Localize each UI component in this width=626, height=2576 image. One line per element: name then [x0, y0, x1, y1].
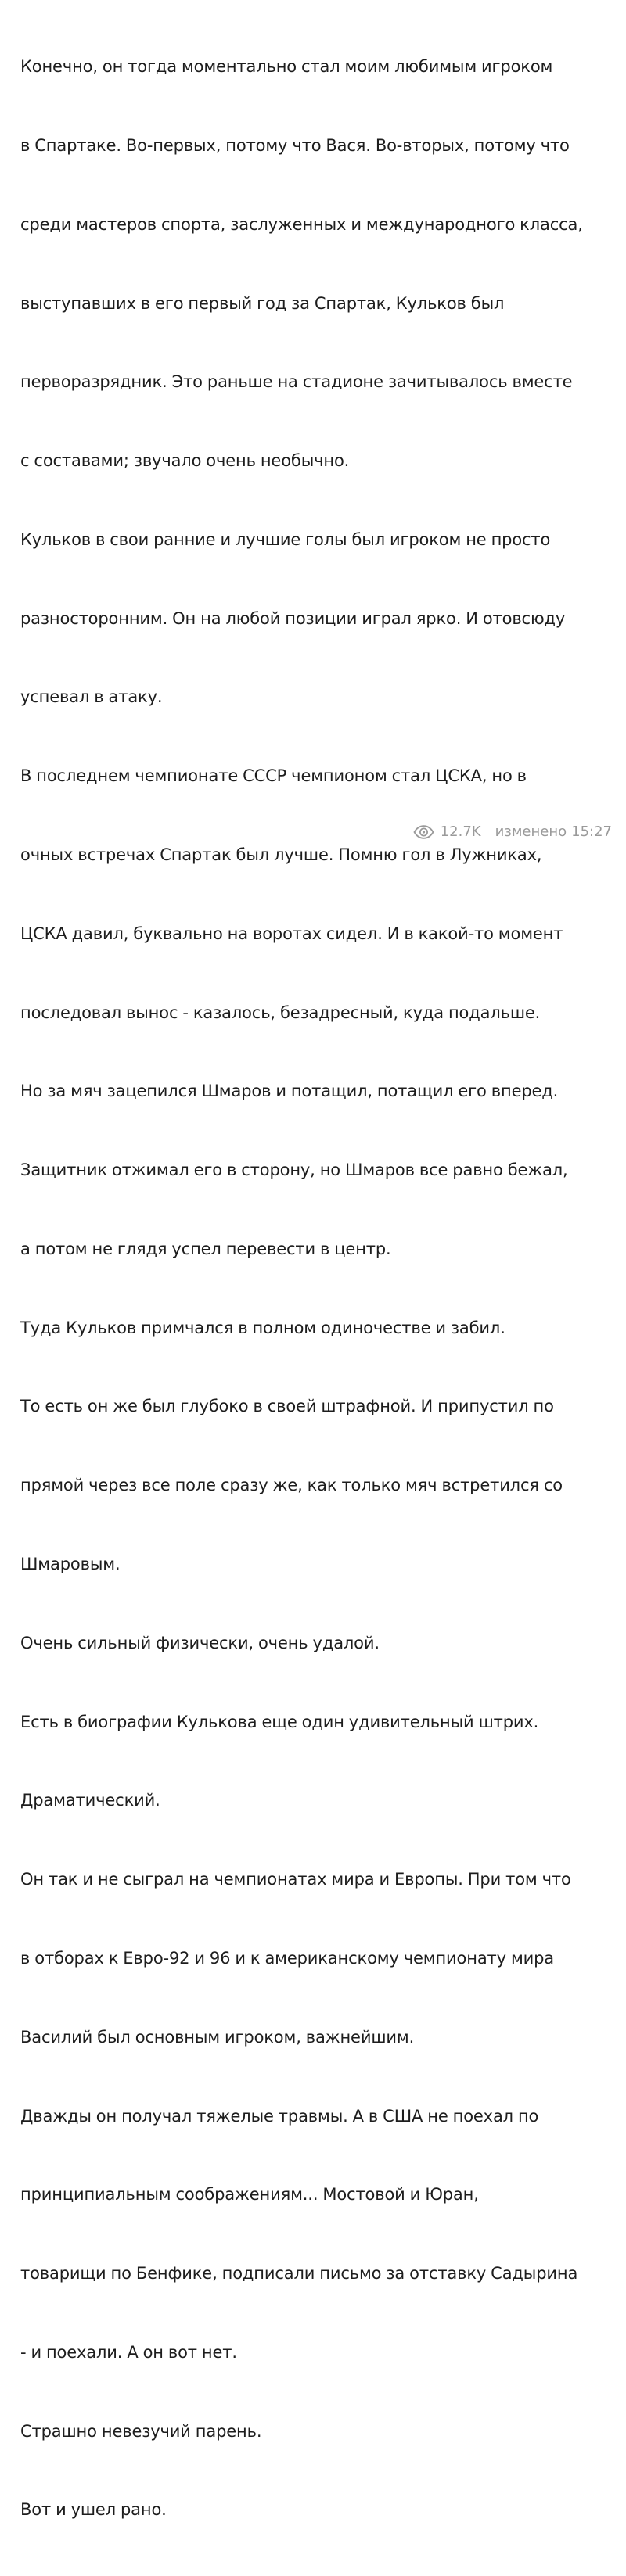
- message-line: Драматический.: [20, 1791, 160, 1810]
- message-line: в Спартаке. Во-первых, потому что Вася. Во-вторых, потому что: [20, 135, 570, 155]
- message-line: Кульков в свои ранние и лучшие голы был игроком не просто: [20, 529, 551, 549]
- message-line: товарищи по Бенфике, подписали письмо за отставку Садырина: [20, 2264, 578, 2284]
- message-line: Страшно невезучий парень.: [20, 2421, 262, 2441]
- message-line: Защитник отжимал его в сторону, но Шмаров все равно бежал,: [20, 1161, 568, 1180]
- eye-icon: [413, 825, 434, 839]
- message-time: 15:27: [571, 823, 612, 840]
- message-line: принципиальным соображениям... Мостовой и Юран,: [20, 2185, 479, 2205]
- message-meta: [413, 823, 612, 840]
- message-line: в отборах к Евро-92 и 96 и к американскому чемпионату мира: [20, 1948, 555, 1968]
- message-line: Очень сильный физически, очень удалой.: [20, 1633, 380, 1652]
- message-line: Шмаровым.: [20, 1555, 121, 1574]
- message-line: В последнем чемпионате СССР чемпионом стал ЦСКА, но в: [20, 766, 527, 786]
- message-line: Он так и не сыграл на чемпионатах мира и Европы. При том что: [20, 1870, 571, 1889]
- message-line: последовал вынос - казалось, безадресный, куда подальше.: [20, 1003, 541, 1022]
- edited-label: изменено: [495, 823, 567, 840]
- message-line: То есть он же был глубоко в своей штрафной. И припустил по: [20, 1397, 554, 1416]
- message-line: Но за мяч зацепился Шмаров и потащил, потащил его вперед.: [20, 1082, 559, 1101]
- message-line: Есть в биографии Кулькова еще один удивительный штрих.: [20, 1712, 539, 1731]
- message-line: с составами; звучало очень необычно.: [20, 451, 350, 471]
- message-line: перворазрядник. Это раньше на стадионе зачитывалось вместе: [20, 372, 573, 392]
- message-line: Вот и ушел рано.: [20, 2500, 167, 2520]
- message-line: ЦСКА давил, буквально на воротах сидел. И в какой-то момент: [20, 924, 563, 943]
- message-line: - и поехали. А он вот нет.: [20, 2342, 237, 2362]
- message-line: среди мастеров спорта, заслуженных и международного класса,: [20, 214, 583, 234]
- view-count: 12.7K: [440, 823, 481, 840]
- message-line: разносторонним. Он на любой позиции играл ярко. И отовсюду: [20, 608, 566, 628]
- message-line: очных встречах Спартак был лучше. Помню гол в Лужниках,: [20, 845, 542, 864]
- message-line: выступавших в его первый год за Спартак, Кульков был: [20, 293, 505, 313]
- message-line: Конечно, он тогда моментально стал моим любимым игроком: [20, 57, 553, 77]
- message-line: а потом не глядя успел перевести в центр.: [20, 1239, 391, 1258]
- message-line: Дважды он получал тяжелые травмы. А в США не поехал по: [20, 2106, 539, 2126]
- message-line: успевал в атаку.: [20, 687, 163, 707]
- message-text: [20, 2, 618, 2576]
- message-line: Туда Кульков примчался в полном одиночестве и забил.: [20, 1318, 505, 1337]
- message-line: Василий был основным игроком, важнейшим.: [20, 2027, 415, 2047]
- message-line: прямой через все поле сразу же, как только мяч встретился со: [20, 1476, 563, 1495]
